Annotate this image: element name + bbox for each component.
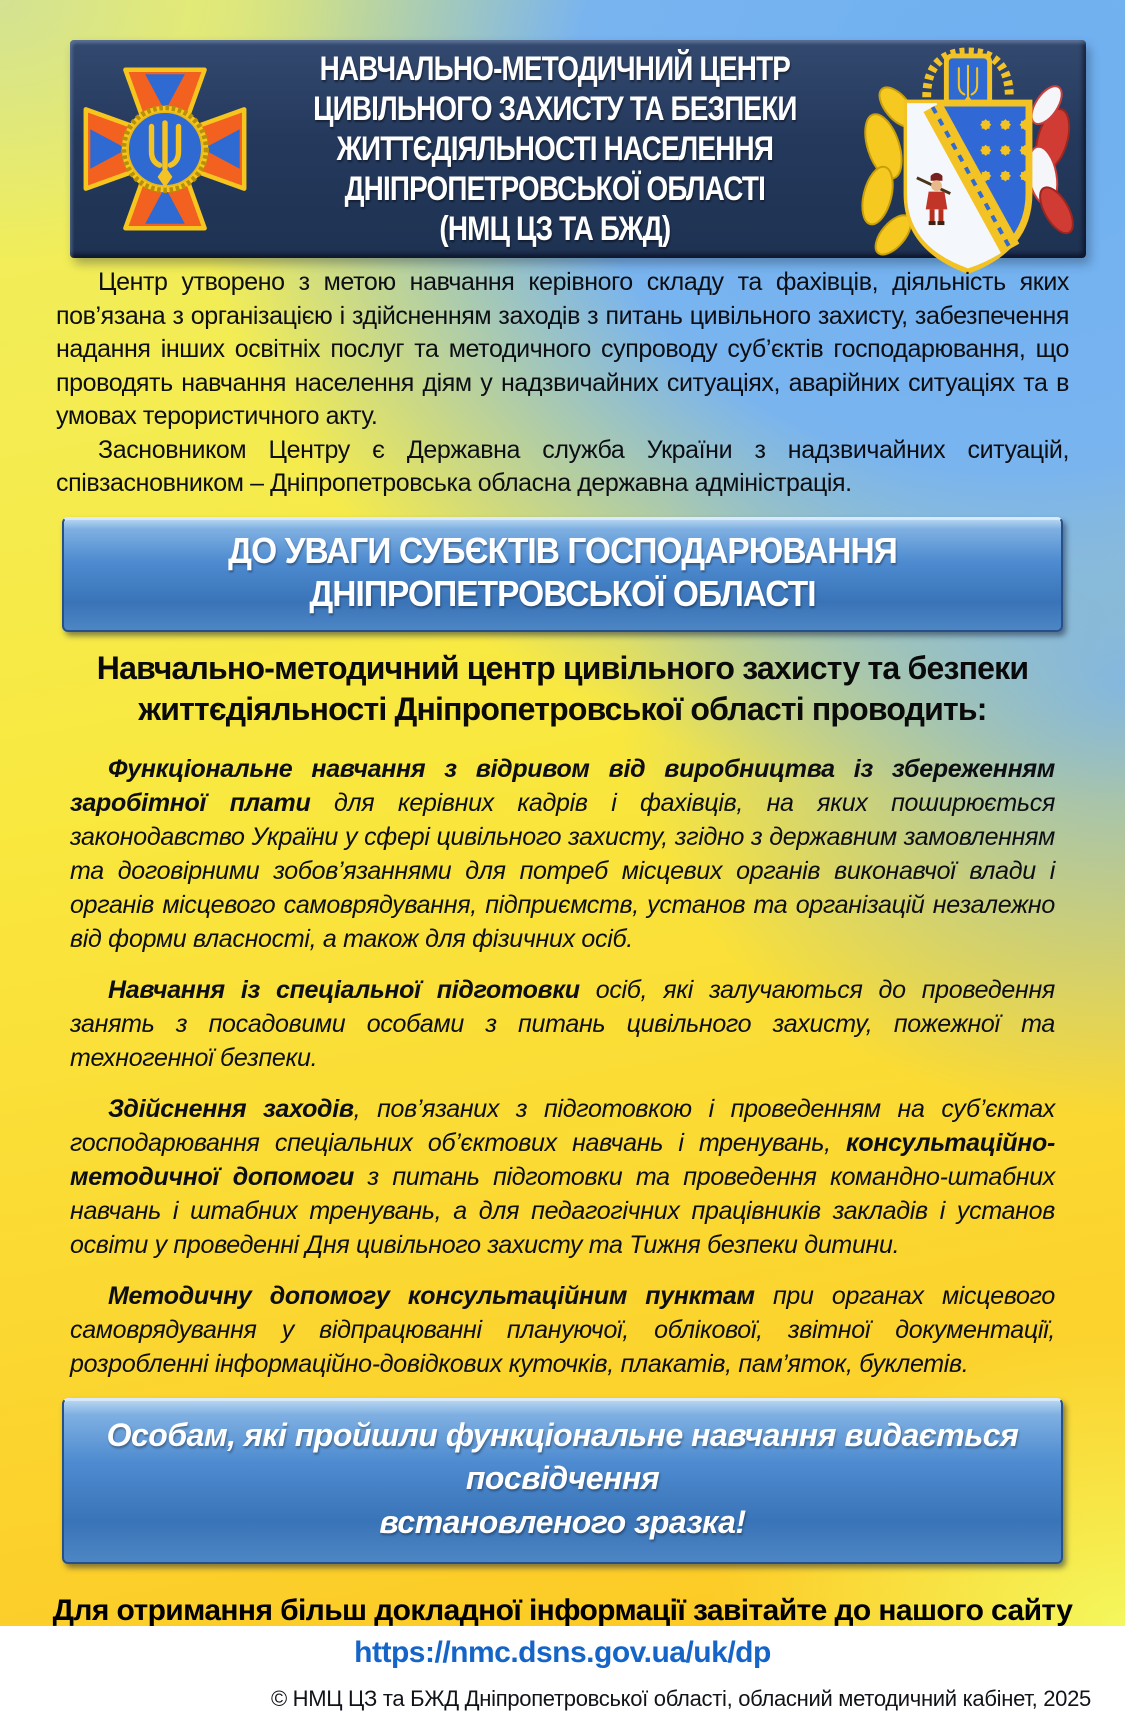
dsns-emblem-svg [75, 59, 255, 239]
certificate-banner [62, 1398, 1063, 1564]
intro-paragraph: Засновником Центру є Державна служба України з надзвичайних ситуацій, співзасновником – Дніпропетровська обласна державна адміністрація. [56, 435, 1069, 497]
program-text: з питань підготовки та проведення командно-штабних навчань і штабних тренувань, а для педагогічних працівників закладів і установ освіти у проведенні Дня цивільного захисту та Тижня безпеки дитини. [70, 1163, 1056, 1260]
notice-banner-line: ДО УВАГИ СУБЄКТІВ ГОСПОДАРЮВАННЯ [228, 529, 897, 571]
title-line: ДНІПРОПЕТРОВСЬКОЇ ОБЛАСТІ [344, 170, 766, 209]
program-lead: Здійснення заходів [108, 1095, 354, 1124]
title-line: ЦИВІЛЬНОГО ЗАХИСТУ ТА БЕЗПЕКИ [313, 89, 797, 128]
footer-info: Для отримання більш докладної інформації завітайте до нашого сайту [52, 1593, 1073, 1627]
site-link[interactable]: https://nmc.dsns.gov.ua/uk/dp [354, 1635, 771, 1669]
page-title [313, 49, 797, 250]
program-paragraph [70, 973, 1055, 1075]
program-text: , пов’язаних з підготовкою і проведенням на суб’єктах господарювання спеціальних об’єктових навчань і тренувань, [70, 1095, 1055, 1158]
dnipro-coat-of-arms-icon [850, 40, 1086, 258]
intro-section [56, 266, 1069, 501]
title-line: НАВЧАЛЬНО-МЕТОДИЧНИЙ ЦЕНТР [319, 49, 791, 88]
notice-banner-line: ДНІПРОПЕТРОВСЬКОЇ ОБЛАСТІ [309, 573, 816, 615]
title-line: (НМЦ ЦЗ ТА БЖД) [439, 210, 671, 249]
notice-banner [62, 517, 1063, 633]
program-text: осіб, які залучаються до проведення занять з посадовими особами з питань цивільного захисту, пожежної та техногенної безпеки. [70, 976, 1055, 1073]
copyright: © НМЦ ЦЗ та БЖД Дніпропетровської області, обласний методичний кабінет, 2025 [270, 1685, 1091, 1711]
program-paragraph [70, 752, 1055, 956]
content [0, 266, 1125, 1712]
section-heading-line: життєдіяльності Дніпропетровської області проводить: [138, 691, 987, 728]
header-band [70, 40, 1086, 258]
section-heading-line: Навчально-методичний центр цивільного захисту та безпеки [96, 650, 1029, 687]
program-lead: Функціональне навчання з відривом від виробництва із збереженням заробітної плати [70, 755, 1055, 818]
title-line: ЖИТТЄДІЯЛЬНОСТІ НАСЕЛЕННЯ [336, 129, 774, 168]
intro-paragraph: Центр утворено з метою навчання керівного складу та фахівців, діяльність яких пов’язана з організацією і здійсненням заходів з питань цивільного захисту, забезпечення надання інших освітніх послуг та методичного супроводу суб’єктів господарювання, що проводять навчання населення діям у надзвичайних ситуаціях, аварійних ситуаціях та в умовах терористичного акту. [56, 268, 1069, 430]
dnipro-coat-of-arms-svg [850, 44, 1086, 294]
certificate-banner-line: встановленого зразка! [379, 1503, 746, 1540]
programs-section [70, 752, 1055, 1381]
program-text: для керівних кадрів і фахівців, на яких поширюється законодавство України у сфері цивільного захисту, згідно з державним замовленням та договірними зобов’язаннями для потреб місцевих органів виконавчої влади і органів місцевого самоврядування, підприємств, установ та організацій незалежно від форми власності, а також для фізичних осіб. [70, 789, 1056, 954]
section-heading [30, 648, 1095, 730]
program-lead: консультаційно-методичної допомоги [70, 1129, 1055, 1192]
certificate-banner-line: Особам, які пройшли функціональне навчання видається посвідчення [106, 1417, 1019, 1497]
program-paragraph [70, 1279, 1055, 1381]
program-paragraph [70, 1092, 1055, 1262]
program-text: при органах місцевого самоврядування у відпрацюванні плануючої, облікової, звітної документації, розробленні інформаційно-довідкових куточків, плакатів, пам’яток, буклетів. [70, 1282, 1055, 1379]
program-lead: Навчання із спеціальної підготовки [108, 976, 580, 1005]
dsns-emblem-icon [70, 59, 260, 239]
program-lead: Методичну допомогу консультаційним пунктам [108, 1282, 755, 1311]
